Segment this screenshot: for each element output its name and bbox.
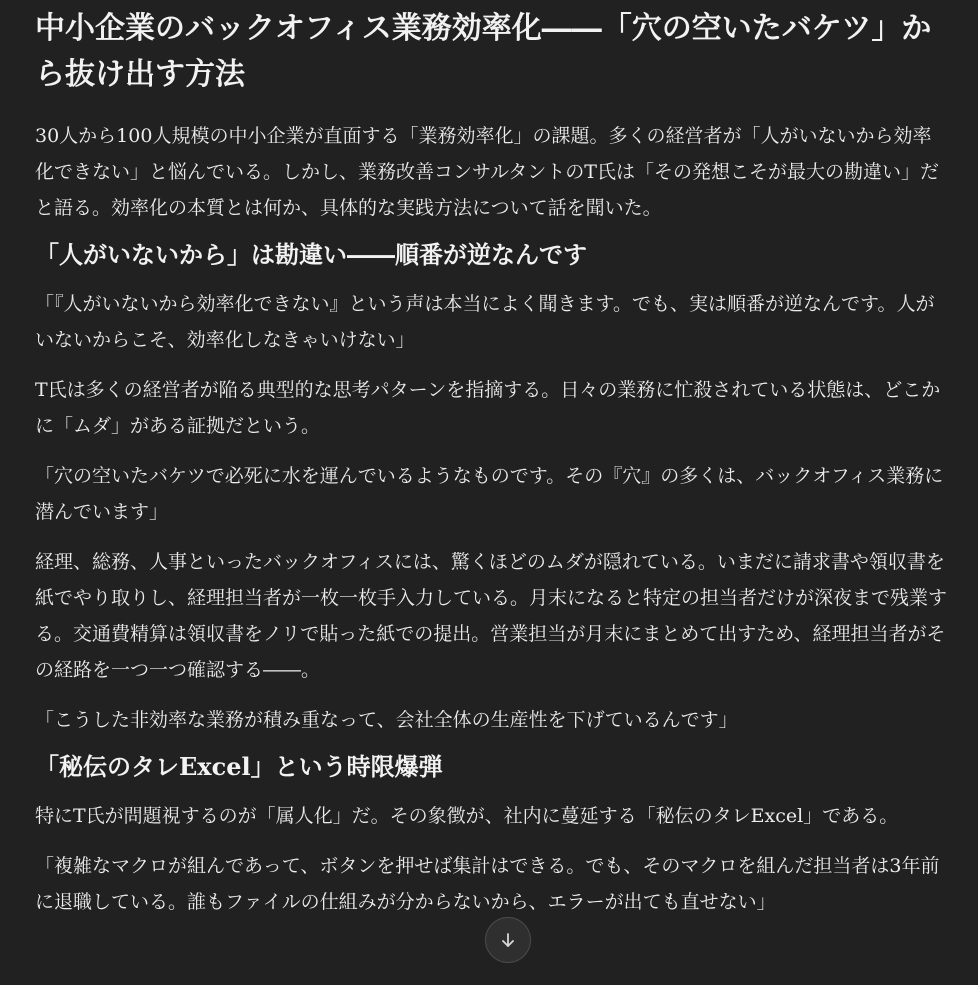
paragraph: 「複雑なマクロが組んであって、ボタンを押せば集計はできる。でも、そのマクロを組んだ担当者は3年前に退職している。誰もファイルの仕組みが分からないから、エラーが出ても直せない」 — [35, 855, 940, 913]
paragraph: 「『人がいないから効率化できない』という声は本当によく聞きます。でも、実は順番が逆なんです。人がいないからこそ、効率化しなきゃいけない」 — [35, 293, 935, 351]
article-title: 中小企業のバックオフィス業務効率化――「穴の空いたバケツ」から抜け出す方法 — [35, 11, 932, 92]
article — [35, 6, 947, 934]
intro-paragraph: 30人から100人規模の中小企業が直面する「業務効率化」の課題。多くの経営者が「人がいないから効率化できない」と悩んでいる。しかし、業務改善コンサルタントのT氏は「その発想こそが最大の勘違い」だと語る。効率化の本質とは何か、具体的な実践方法について話を聞いた。 — [35, 125, 939, 219]
arrow-down-icon — [499, 931, 517, 949]
section-heading-1: 「人がいないから」は勘違い――順番が逆なんです — [35, 240, 587, 269]
section-heading-2: 「秘伝のタレExcel」という時限爆弾 — [35, 752, 443, 781]
scroll-to-bottom-button[interactable] — [485, 917, 531, 963]
paragraph: 「穴の空いたバケツで必死に水を運んでいるようなものです。その『穴』の多くは、バックオフィス業務に潜んでいます」 — [35, 465, 944, 523]
paragraph: 経理、総務、人事といったバックオフィスには、驚くほどのムダが隠れている。いまだに請求書や領収書を紙でやり取りし、経理担当者が一枚一枚手入力している。月末になると特定の担当者だけが深夜まで残業する。交通費精算は領収書をノリで貼った紙での提出。営業担当が月末にまとめて出すため、経理担当者がその経路を一つ一つ確認する――。 — [35, 551, 948, 681]
paragraph: 特にT氏が問題視するのが「属人化」だ。その象徴が、社内に蔓延する「秘伝のタレExcel」である。 — [35, 805, 899, 827]
paragraph: T氏は多くの経営者が陥る典型的な思考パターンを指摘する。日々の業務に忙殺されている状態は、どこかに「ムダ」がある証拠だという。 — [35, 379, 941, 437]
paragraph: 「こうした非効率な業務が積み重なって、会社全体の生産性を下げているんです」 — [35, 709, 738, 731]
